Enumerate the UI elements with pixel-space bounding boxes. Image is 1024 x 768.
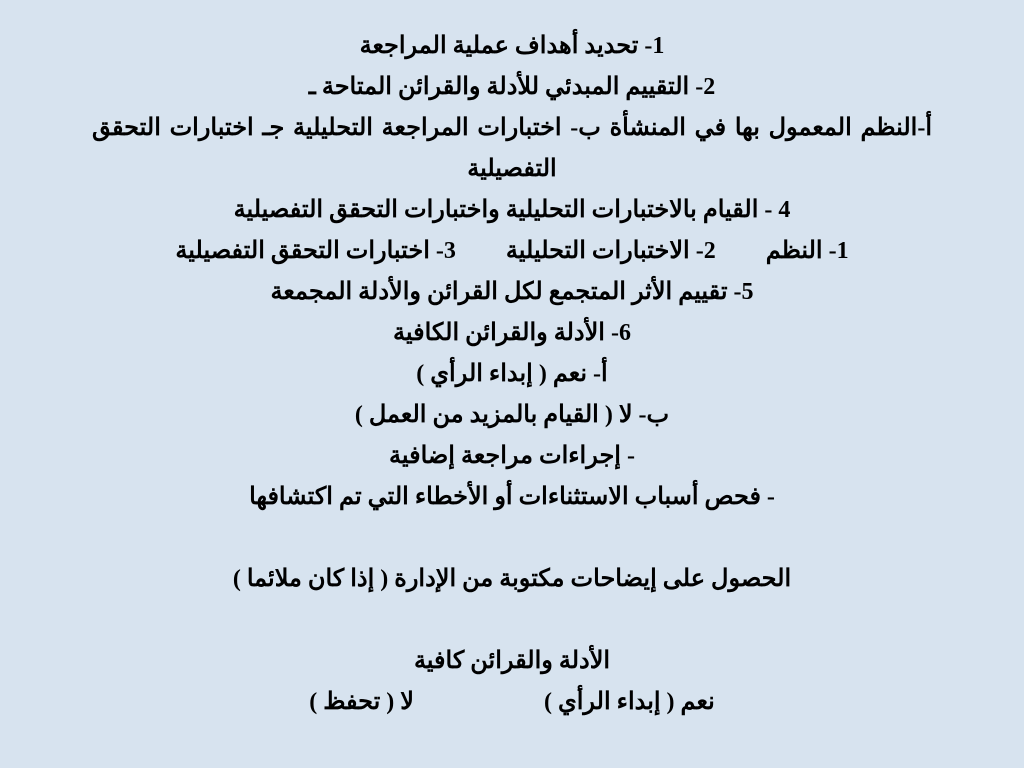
final-option-no: لا ( تحفظ ) [309,689,414,715]
step-2-subitems-text: أ-النظم المعمول بها في المنشأة ب- اختبارات المراجعة التحليلية جـ اختبارات التحقق التفصيلية [92,115,932,182]
slide-content [92,26,932,723]
option-no-text: ب- لا ( القيام بالمزيد من العمل ) [354,402,670,428]
subitem-detail-tests: 3- اختبارات التحقق التفصيلية [175,238,456,264]
step-2-text: 2- التقييم المبدئي للأدلة والقرائن المتاحة ـ [308,74,716,100]
final-option-yes: نعم ( إبداء الرأي ) [543,689,715,715]
additional-procedures-text: - إجراءات مراجعة إضافية [389,443,635,469]
step-4-subitems [92,231,932,272]
subitem-systems: 1- النظم [765,238,849,264]
spacer [92,600,932,641]
option-yes-text: أ- نعم ( إبداء الرأي ) [416,361,608,387]
subitem-analytical-tests: 2- الاختبارات التحليلية [505,238,716,264]
step-6-text: 6- الأدلة والقرائن الكافية [393,320,631,346]
spacer [92,518,932,559]
sufficient-evidence-text: الأدلة والقرائن كافية [413,648,611,674]
written-representations-text: الحصول على إيضاحات مكتوبة من الإدارة ( إذا كان ملائما ) [232,566,792,592]
examine-exceptions-text: - فحص أسباب الاستثناءات أو الأخطاء التي تم اكتشافها [249,484,775,510]
step-4-text: 4 - القيام بالاختبارات التحليلية واختبارات التحقق التفصيلية [233,197,791,223]
step-5-text: 5- تقييم الأثر المتجمع لكل القرائن والأدلة المجمعة [270,279,754,305]
final-options [92,682,932,723]
step-1-text: 1- تحديد أهداف عملية المراجعة [359,33,665,59]
